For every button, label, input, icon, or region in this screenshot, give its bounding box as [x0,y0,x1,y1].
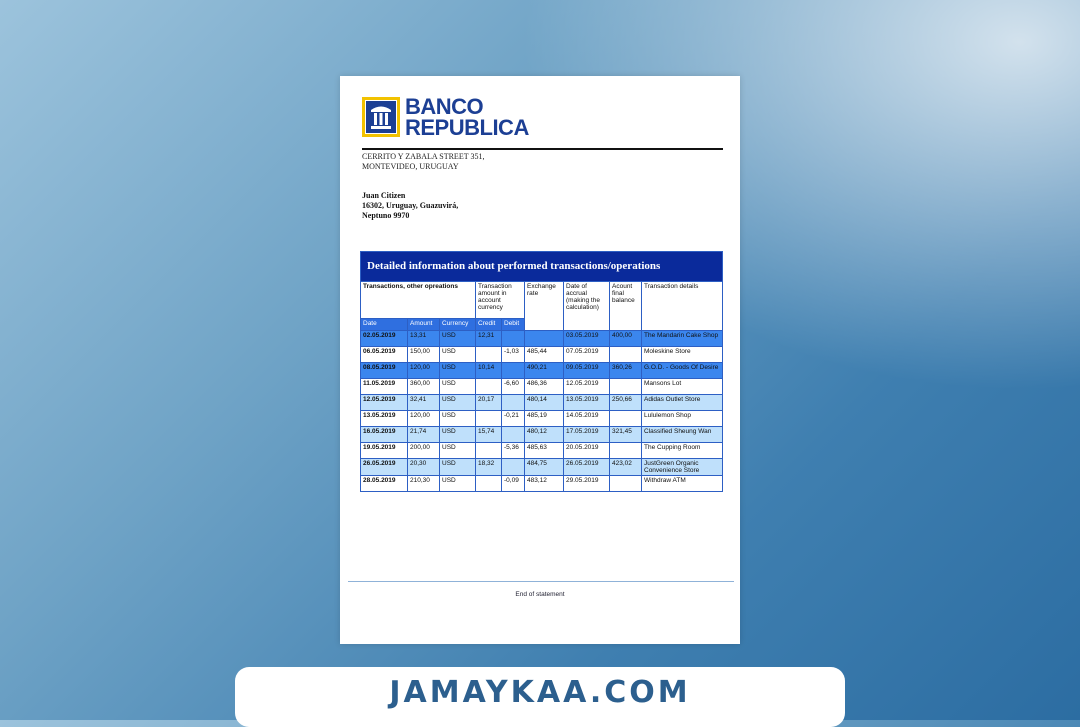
cell-amount: 120,00 [408,411,440,427]
table-row [361,379,723,395]
cell-date: 06.05.2019 [361,347,408,363]
cell-debit: -1,03 [502,347,525,363]
cell-currency: USD [440,379,476,395]
cell-currency: USD [440,331,476,347]
header-transactions: Transactions, other opreations [361,282,476,319]
cell-accrual: 20.05.2019 [564,443,610,459]
cell-currency: USD [440,459,476,476]
cell-date: 26.05.2019 [361,459,408,476]
cell-debit [502,427,525,443]
cell-date: 13.05.2019 [361,411,408,427]
cell-debit: -0,21 [502,411,525,427]
cell-date: 02.05.2019 [361,331,408,347]
cell-accrual: 13.05.2019 [564,395,610,411]
cell-debit: -5,36 [502,443,525,459]
cell-details: G.O.D. - Goods Of Desire [642,363,723,379]
cell-amount: 13,31 [408,331,440,347]
cell-credit [476,379,502,395]
cell-debit: -6,60 [502,379,525,395]
cell-details: Moleskine Store [642,347,723,363]
cell-date: 28.05.2019 [361,476,408,492]
customer-address-line2: Neptuno 9970 [362,211,410,220]
header-exchange-rate: Exchange rate [525,282,564,331]
cell-balance: 423,02 [610,459,642,476]
cell-rate: 486,36 [525,379,564,395]
cell-amount: 150,00 [408,347,440,363]
cell-debit: -0,09 [502,476,525,492]
bank-name-line2: REPUBLICA [405,115,529,140]
table-title: Detailed information about performed transactions/operations [361,252,723,282]
table-row [361,395,723,411]
site-name: JAMAYKAA.COM [389,675,691,710]
cell-details: JustGreen Organic Convenience Store [642,459,723,476]
bank-address [362,152,484,172]
cell-rate: 490,21 [525,363,564,379]
cell-amount: 32,41 [408,395,440,411]
cell-credit: 15,74 [476,427,502,443]
cell-currency: USD [440,395,476,411]
cell-balance: 360,26 [610,363,642,379]
cell-credit [476,443,502,459]
cell-balance [610,411,642,427]
cell-debit [502,331,525,347]
statement-page [340,76,740,644]
customer-name: Juan Citizen [362,191,406,200]
bank-address-line1: CERRITO Y ZABALA STREET 351, [362,152,485,161]
header-divider [362,148,723,150]
cell-balance [610,347,642,363]
cell-amount: 200,00 [408,443,440,459]
customer-block [362,191,458,221]
cell-currency: USD [440,411,476,427]
cell-debit [502,395,525,411]
bank-name-line1: BANCO [405,94,484,119]
table-row [361,331,723,347]
cell-amount: 21,74 [408,427,440,443]
subheader-date: Date [361,319,408,331]
cell-accrual: 17.05.2019 [564,427,610,443]
table-row [361,363,723,379]
site-banner [235,667,845,727]
cell-accrual: 14.05.2019 [564,411,610,427]
header-amount-in-currency: Transaction amount in account currency [476,282,525,319]
table-row [361,459,723,476]
cell-credit: 18,32 [476,459,502,476]
cell-details: Lululemon Shop [642,411,723,427]
cell-accrual: 03.05.2019 [564,331,610,347]
cell-details: Withdraw ATM [642,476,723,492]
cell-amount: 360,00 [408,379,440,395]
cell-credit [476,411,502,427]
table-row [361,476,723,492]
cell-amount: 20,30 [408,459,440,476]
cell-debit [502,363,525,379]
cell-credit: 20,17 [476,395,502,411]
cell-rate [525,331,564,347]
subheader-debit: Debit [502,319,525,331]
cell-date: 08.05.2019 [361,363,408,379]
cell-accrual: 29.05.2019 [564,476,610,492]
bank-building-icon [362,97,400,137]
cell-amount: 120,00 [408,363,440,379]
subheader-currency: Currency [440,319,476,331]
cell-amount: 210,30 [408,476,440,492]
cell-details: The Mandarin Cake Shop [642,331,723,347]
header-final-balance: Acount final balance [610,282,642,331]
cell-date: 16.05.2019 [361,427,408,443]
cell-date: 12.05.2019 [361,395,408,411]
table-row [361,443,723,459]
cell-currency: USD [440,443,476,459]
cell-balance: 250,66 [610,395,642,411]
cell-accrual: 07.05.2019 [564,347,610,363]
cell-currency: USD [440,476,476,492]
cell-rate: 480,14 [525,395,564,411]
cell-currency: USD [440,363,476,379]
cell-balance [610,379,642,395]
cell-rate: 485,44 [525,347,564,363]
end-of-statement: End of statement [515,591,565,598]
cell-details: Mansons Lot [642,379,723,395]
cell-accrual: 26.05.2019 [564,459,610,476]
table-header-row [361,282,723,319]
table-row [361,411,723,427]
table-row [361,347,723,363]
cell-credit: 12,31 [476,331,502,347]
cell-rate: 483,12 [525,476,564,492]
footer-divider [348,581,734,582]
cell-rate: 484,75 [525,459,564,476]
header-details: Transaction details [642,282,723,331]
bank-address-line2: MONTEVIDEO, URUGUAY [362,162,459,171]
subheader-amount: Amount [408,319,440,331]
cell-balance [610,476,642,492]
cell-details: The Cupping Room [642,443,723,459]
cell-debit [502,459,525,476]
bank-name [405,96,529,138]
cell-accrual: 12.05.2019 [564,379,610,395]
cell-currency: USD [440,427,476,443]
cell-balance: 321,45 [610,427,642,443]
cell-balance: 400,00 [610,331,642,347]
bank-logo [362,96,529,138]
cell-credit: 10,14 [476,363,502,379]
cell-date: 11.05.2019 [361,379,408,395]
cell-balance [610,443,642,459]
header-date-of-accrual: Date of accrual (making the calculation) [564,282,610,331]
customer-address-line1: 16302, Uruguay, Guazuvirá, [362,201,459,210]
cell-credit [476,347,502,363]
transactions-table [360,251,723,492]
cell-credit [476,476,502,492]
cell-date: 19.05.2019 [361,443,408,459]
cell-details: Adidas Outlet Store [642,395,723,411]
cell-accrual: 09.05.2019 [564,363,610,379]
table-row [361,427,723,443]
cell-currency: USD [440,347,476,363]
cell-details: Classified Sheung Wan [642,427,723,443]
cell-rate: 480,12 [525,427,564,443]
subheader-credit: Credit [476,319,502,331]
cell-rate: 485,19 [525,411,564,427]
cell-rate: 485,63 [525,443,564,459]
